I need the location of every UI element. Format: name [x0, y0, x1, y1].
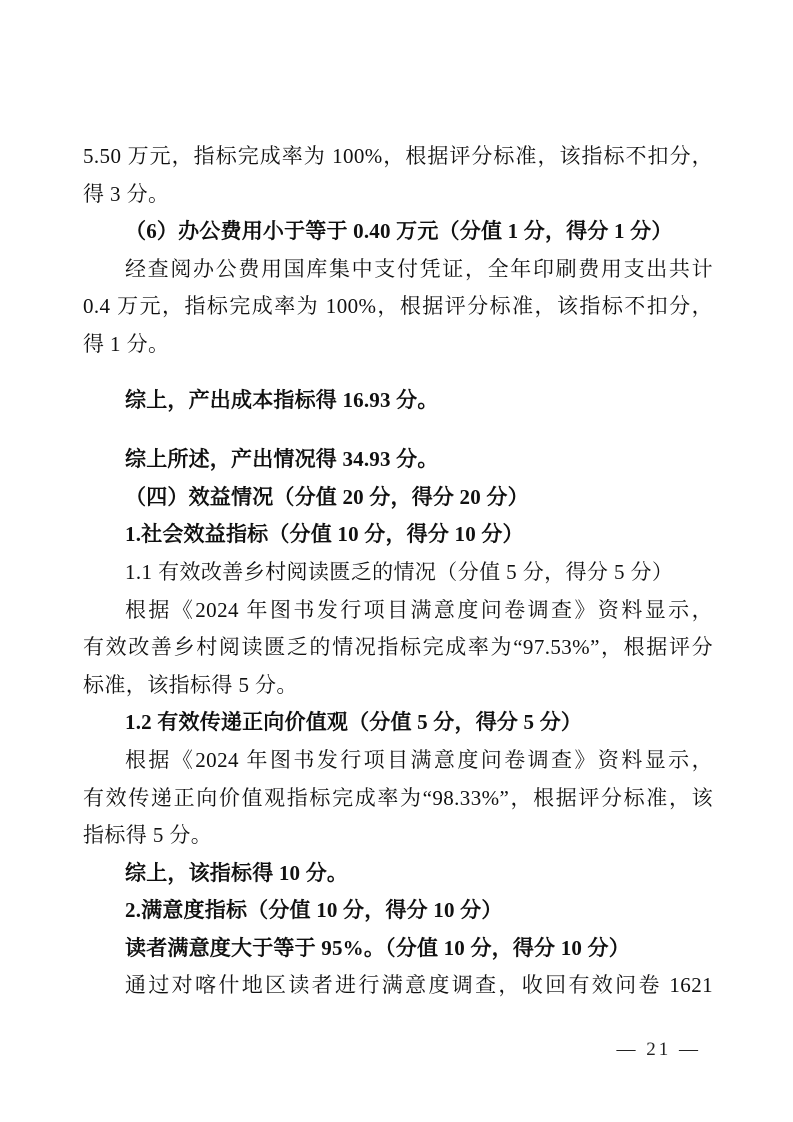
- para-value-transmission-rate: 有效传递正向价值观指标完成率为“98.33%”，根据评分标准，该: [83, 785, 713, 810]
- para-reading-improvement-score: 标准，该指标得 5 分。: [83, 672, 298, 697]
- page-number: — 21 —: [616, 1039, 701, 1060]
- heading-reader-satisfaction: 读者满意度大于等于 95%。（分值 10 分，得分 10 分）: [125, 935, 630, 960]
- para-survey-source-2: 根据《2024 年图书发行项目满意度问卷调查》资料显示，: [125, 747, 713, 772]
- heading-satisfaction: 2.满意度指标（分值 10 分，得分 10 分）: [125, 898, 503, 923]
- para-cost-score: 得 3 分。: [83, 181, 170, 206]
- para-office-expense-score: 得 1 分。: [83, 331, 170, 356]
- document-body: [83, 138, 713, 1005]
- summary-social-benefit-score: 综上，该指标得 10 分。: [125, 860, 349, 885]
- summary-output-total-score: 综上所述，产出情况得 34.93 分。: [125, 447, 439, 472]
- heading-office-expense: （6）办公费用小于等于 0.40 万元（分值 1 分，得分 1 分）: [125, 219, 673, 244]
- para-value-transmission-score: 指标得 5 分。: [83, 823, 213, 848]
- heading-reading-improvement: 1.1 有效改善乡村阅读匮乏的情况（分值 5 分，得分 5 分）: [125, 559, 674, 584]
- para-satisfaction-survey: 通过对喀什地区读者进行满意度调查，收回有效问卷 1621: [125, 973, 713, 998]
- para-survey-source-1: 根据《2024 年图书发行项目满意度问卷调查》资料显示，: [125, 597, 713, 622]
- para-reading-improvement-rate: 有效改善乡村阅读匮乏的情况指标完成率为“97.53%”，根据评分: [83, 635, 713, 660]
- heading-value-transmission: 1.2 有效传递正向价值观（分值 5 分，得分 5 分）: [125, 710, 583, 735]
- summary-output-cost-score: 综上，产出成本指标得 16.93 分。: [125, 387, 439, 412]
- para-office-expense-evidence: 经查阅办公费用国库集中支付凭证，全年印刷费用支出共计: [125, 256, 713, 281]
- para-cost-continuation: 5.50 万元，指标完成率为 100%，根据评分标准，该指标不扣分，: [83, 144, 713, 168]
- heading-benefit-section: （四）效益情况（分值 20 分，得分 20 分）: [125, 484, 529, 509]
- heading-social-benefit: 1.社会效益指标（分值 10 分，得分 10 分）: [125, 522, 524, 547]
- para-office-expense-rate: 0.4 万元，指标完成率为 100%，根据评分标准，该指标不扣分，: [83, 294, 713, 319]
